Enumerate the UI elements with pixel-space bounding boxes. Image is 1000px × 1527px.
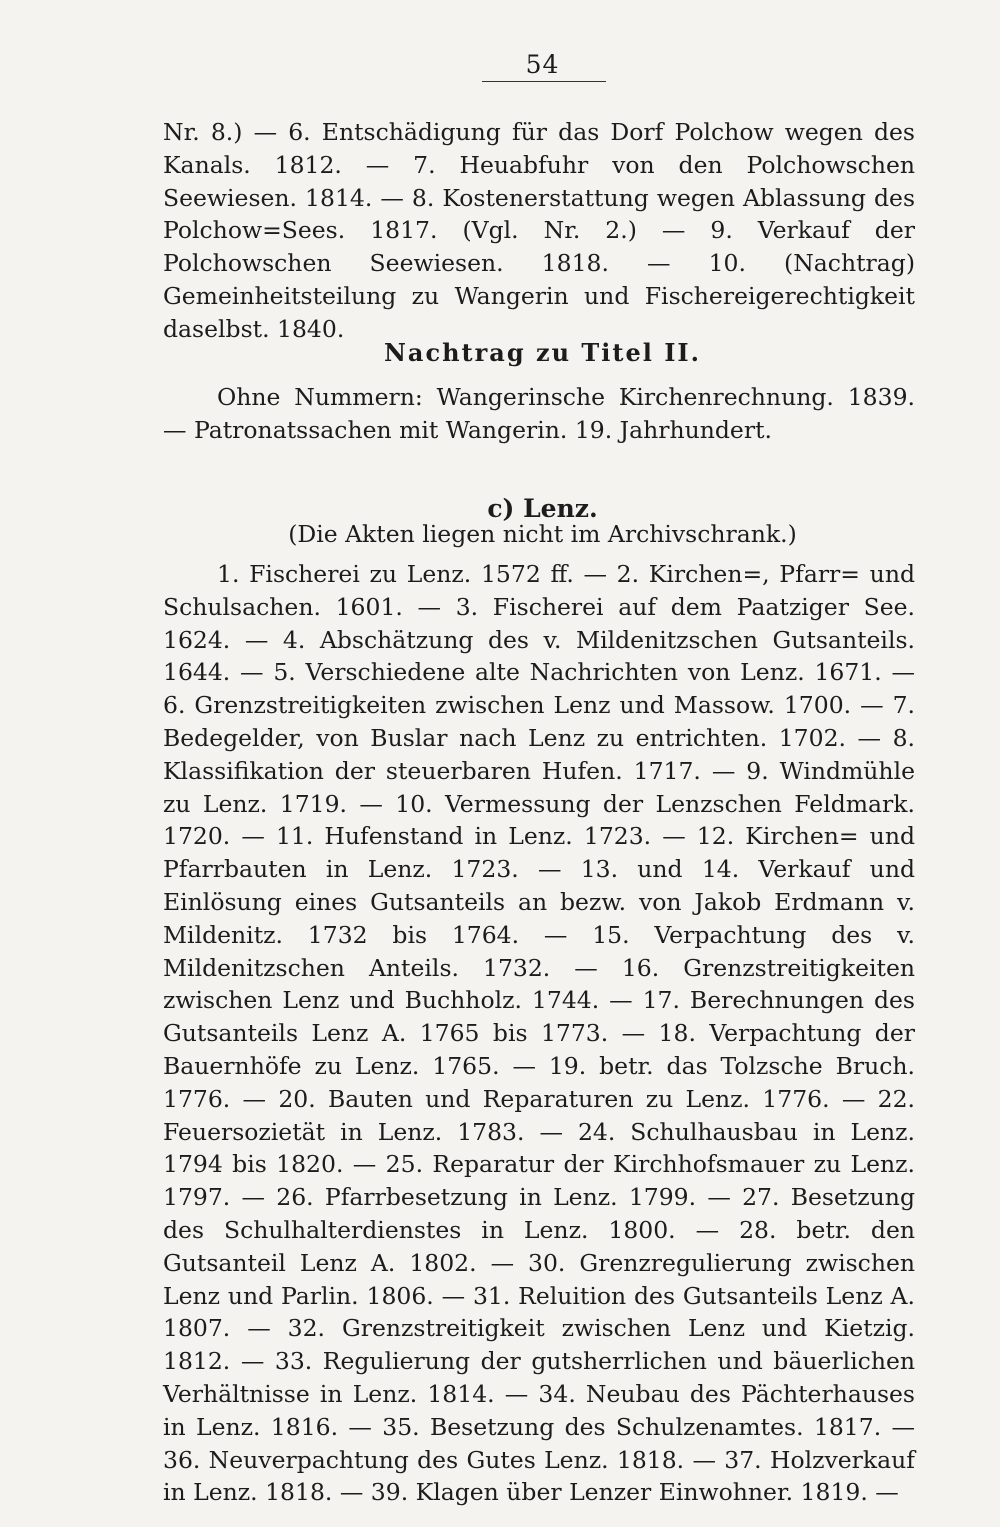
section-c-paragraph: 1. Fischerei zu Lenz. 1572 ff. — 2. Kirchen=, Pfarr= und Schulsachen. 1601. — 3. Fischerei auf dem Paatziger See. 1624. — 4. Abschätzung des v. Mildenitzschen Gutsanteils. 1644. — 5. Verschiedene alte Nachrichten von Lenz. 1671. — 6. Grenzstreitigkeiten zwischen Lenz und Massow. 1700. — 7. Bedegelder, von Buslar nach Lenz zu entrichten. 1702. — 8. Klassifikation der steuerbaren Hufen. 1717. — 9. Windmühle zu Lenz. 1719. — 10. Vermessung der Lenzschen Feldmark. 1720. — 11. Hufenstand in Lenz. 1723. — 12. Kirchen= und Pfarrbauten in Lenz. 1723. — 13. und 14. Verkauf und Einlösung eines Gutsanteils an bezw. von Jakob Erdmann v. Mildenitz. 1732 bis 1764. — 15. Verpachtung des v. Mildenitzschen Anteils. 1732. — 16. Grenzstreitigkeiten zwischen Lenz und Buchholz. 1744. — 17. Berechnungen des Gutsanteils Lenz A. 1765 bis 1773. — 18. Verpachtung der Bauernhöfe zu Lenz. 1765. — 19. betr. das Tolzsche Bruch. 1776. — 20. Bauten und Reparaturen zu Lenz. 1776. — 22. Feuersozietät in Lenz. 1783. — 24. Schulhausbau in Lenz. 1794 bis 1820. — 25. Reparatur der Kirchhofsmauer zu Lenz. 1797. — 26. Pfarrbesetzung in Lenz. 1799. — 27. Besetzung des Schulhalterdienstes in Lenz. 1800. — 28. betr. den Gutsanteil Lenz A. 1802. — 30. Grenzregulierung zwischen Lenz und Parlin. 1806. — 31. Reluition des Gutsanteils Lenz A. 1807. — 32. Grenzstreitigkeit zwischen Lenz und Kietzig. 1812. — 33. Regulierung der gutsherrlichen und bäuerlichen Verhältnisse in Lenz. 1814. — 34. Neubau des Pächterhauses in Lenz. 1816. — 35. Besetzung des Schulzenamtes. 1817. — 36. Neuverpachtung des Gutes Lenz. 1818. — 37. Holzverkauf in Lenz. 1818. — 39. Klagen über Lenzer Einwohner. 1819. — [163,560,915,1507]
section-c-note: (Die Akten liegen nicht im Archivschrank.) [288,520,797,548]
section-c-heading: c) Lenz. [487,494,598,523]
continuation-paragraph: Nr. 8.) — 6. Entschädigung für das Dorf Polchow wegen des Kanals. 1812. — 7. Heuabfuhr von den Polchowschen Seewiesen. 1814. — 8. Kostenerstattung wegen Ablassung des Polchow=Sees. 1817. (Vgl. Nr. 2.) — 9. Verkauf der Polchowschen Seewiesen. 1818. — 10. (Nachtrag) Gemeinheitsteilung zu Wangerin und Fischereigerechtigkeit daselbst. 1840. [163,118,915,343]
nachtrag-heading: Nachtrag zu Titel II. [383,338,701,367]
nachtrag-paragraph: Ohne Nummern: Wangerinsche Kirchenrechnung. 1839. — Patronatssachen mit Wangerin. 19. Jahrhundert. [163,383,915,444]
page-number-rule [482,81,606,82]
page-number: 54 [525,50,560,79]
